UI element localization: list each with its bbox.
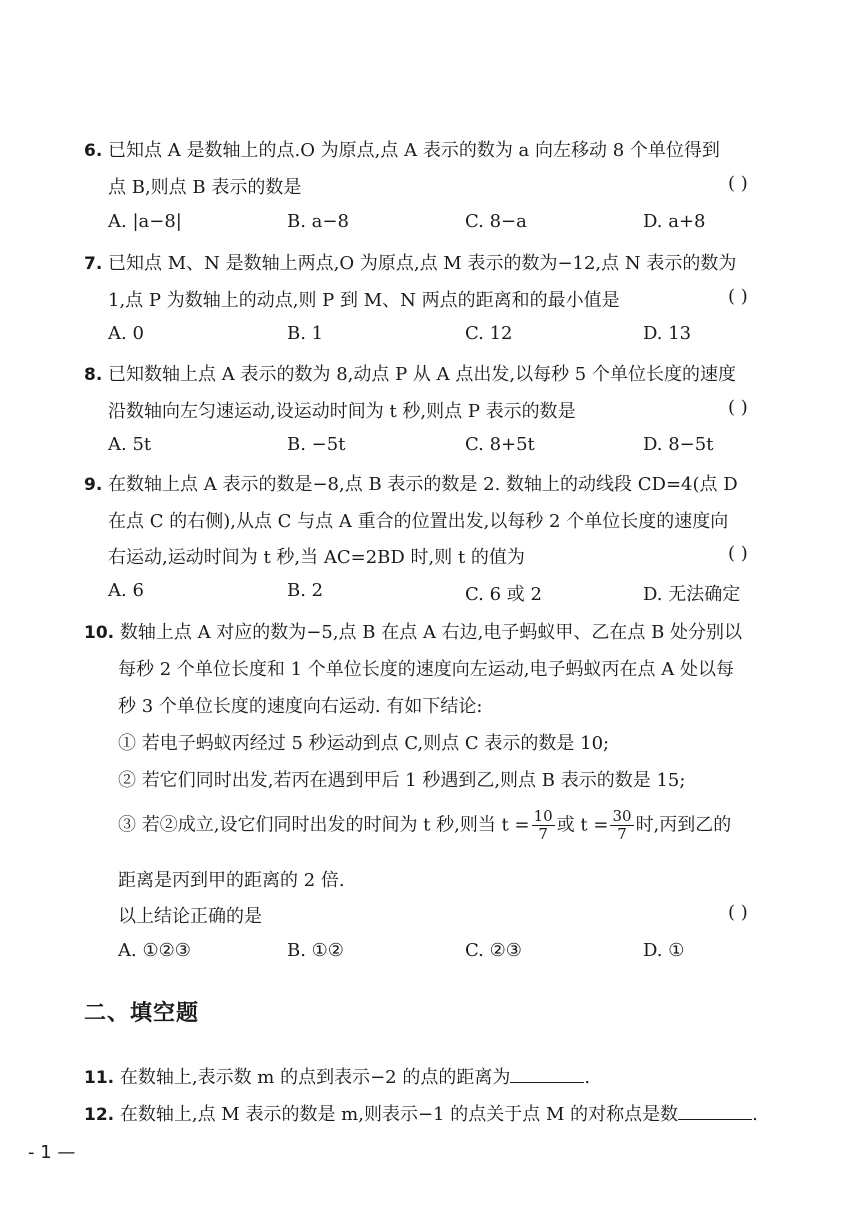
question-text: 在数轴上,点 M 表示的数是 m,则表示−1 的点关于点 M 的对称点是数 xyxy=(119,1104,679,1125)
question-text: 在数轴上点 A 表示的数是−8,点 B 表示的数是 2. 数轴上的动线段 CD=4(点 D xyxy=(108,474,738,495)
option-d: D. 13 xyxy=(643,323,692,344)
question-12 xyxy=(84,1100,758,1126)
question-6-line-1 xyxy=(84,136,720,162)
option-a: A. 5t xyxy=(108,434,152,455)
question-text: 已知点 A 是数轴上的点.O 为原点,点 A 表示的数为 a 向左移动 8 个单位得到 xyxy=(108,140,720,161)
question-9-line-2: 在点 C 的右侧),从点 C 与点 A 重合的位置出发,以每秒 2 个单位长度的速度向 xyxy=(108,511,729,532)
question-9-line-1 xyxy=(84,470,738,496)
option-b: B. 1 xyxy=(287,323,324,344)
answer-paren: ( ) xyxy=(728,397,748,418)
conclusion-3 xyxy=(118,808,731,843)
option-b: B. 2 xyxy=(287,580,324,601)
question-text: 数轴上点 A 对应的数为−5,点 B 在点 A 右边,电子蚂蚁甲、乙在点 B 处分别以 xyxy=(119,622,743,643)
question-text: 在数轴上,表示数 m 的点到表示−2 的点的距离为 xyxy=(119,1067,511,1088)
section-title: 二、填空题 xyxy=(84,1001,200,1026)
question-10-prompt: 以上结论正确的是 xyxy=(118,906,262,927)
fraction-30-7 xyxy=(610,808,633,843)
question-number: 9. xyxy=(84,475,103,495)
option-d: D. 8−5t xyxy=(643,434,714,455)
option-c: C. ②③ xyxy=(465,940,522,961)
conclusion-3-text: 或 t = xyxy=(556,814,609,836)
option-a: A. 6 xyxy=(108,580,144,601)
question-text: 已知点 M、N 是数轴上两点,O 为原点,点 M 表示的数为−12,点 N 表示的数为 xyxy=(108,253,737,274)
question-8-line-1 xyxy=(84,360,736,386)
answer-paren: ( ) xyxy=(728,902,748,923)
conclusion-1: ① 若电子蚂蚁丙经过 5 秒运动到点 C,则点 C 表示的数是 10; xyxy=(118,733,610,754)
fraction-denominator: 7 xyxy=(538,825,548,843)
period: . xyxy=(752,1104,758,1125)
question-10-line-2: 每秒 2 个单位长度和 1 个单位长度的速度向左运动,电子蚂蚁丙在点 A 处以每 xyxy=(118,659,734,680)
page-number: - 1 — xyxy=(28,1142,76,1163)
conclusion-3-text: ③ 若②成立,设它们同时出发的时间为 t 秒,则当 t = xyxy=(118,814,530,836)
conclusion-3-text: 时,丙到乙的 xyxy=(635,814,732,836)
fraction-10-7 xyxy=(532,808,555,843)
option-c: C. 6 或 2 xyxy=(465,584,542,605)
question-10-line-1 xyxy=(84,618,742,644)
option-a: A. ①②③ xyxy=(118,940,191,961)
option-c: C. 8−a xyxy=(465,211,527,232)
question-6-line-2: 点 B,则点 B 表示的数是 xyxy=(108,177,302,198)
conclusion-3-continued: 距离是丙到甲的距离的 2 倍. xyxy=(118,870,345,891)
question-number: 12. xyxy=(84,1105,115,1125)
question-text: 已知数轴上点 A 表示的数为 8,动点 P 从 A 点出发,以每秒 5 个单位长度的速度 xyxy=(108,364,736,385)
answer-paren: ( ) xyxy=(728,286,748,307)
option-a: A. |a−8| xyxy=(108,211,182,232)
option-d: D. ① xyxy=(643,940,685,961)
option-b: B. ①② xyxy=(287,940,344,961)
fraction-numerator: 30 xyxy=(612,807,632,825)
option-a: A. 0 xyxy=(108,323,144,344)
question-number: 10. xyxy=(84,623,115,643)
option-d: D. a+8 xyxy=(643,211,706,232)
question-7-line-1 xyxy=(84,249,736,275)
answer-paren: ( ) xyxy=(728,173,748,194)
question-number: 11. xyxy=(84,1068,115,1088)
option-c: C. 8+5t xyxy=(465,434,535,455)
conclusion-2: ② 若它们同时出发,若丙在遇到甲后 1 秒遇到乙,则点 B 表示的数是 15; xyxy=(118,770,686,791)
period: . xyxy=(584,1067,591,1088)
question-number: 6. xyxy=(84,141,103,161)
question-8-line-2: 沿数轴向左匀速运动,设运动时间为 t 秒,则点 P 表示的数是 xyxy=(108,401,576,422)
option-b: B. −5t xyxy=(287,434,346,455)
answer-paren: ( ) xyxy=(728,543,748,564)
question-number: 7. xyxy=(84,254,103,274)
option-d: D. 无法确定 xyxy=(643,584,741,605)
question-number: 8. xyxy=(84,365,103,385)
option-b: B. a−8 xyxy=(287,211,349,232)
fraction-denominator: 7 xyxy=(617,825,627,843)
fraction-numerator: 10 xyxy=(533,807,553,825)
question-11 xyxy=(84,1063,590,1089)
answer-blank[interactable] xyxy=(678,1118,752,1120)
answer-blank[interactable] xyxy=(510,1081,584,1083)
question-9-line-3: 右运动,运动时间为 t 秒,当 AC=2BD 时,则 t 的值为 xyxy=(108,547,525,568)
question-7-line-2: 1,点 P 为数轴上的动点,则 P 到 M、N 两点的距离和的最小值是 xyxy=(108,290,620,311)
option-c: C. 12 xyxy=(465,323,513,344)
question-10-line-3: 秒 3 个单位长度的速度向右运动. 有如下结论: xyxy=(118,696,483,717)
